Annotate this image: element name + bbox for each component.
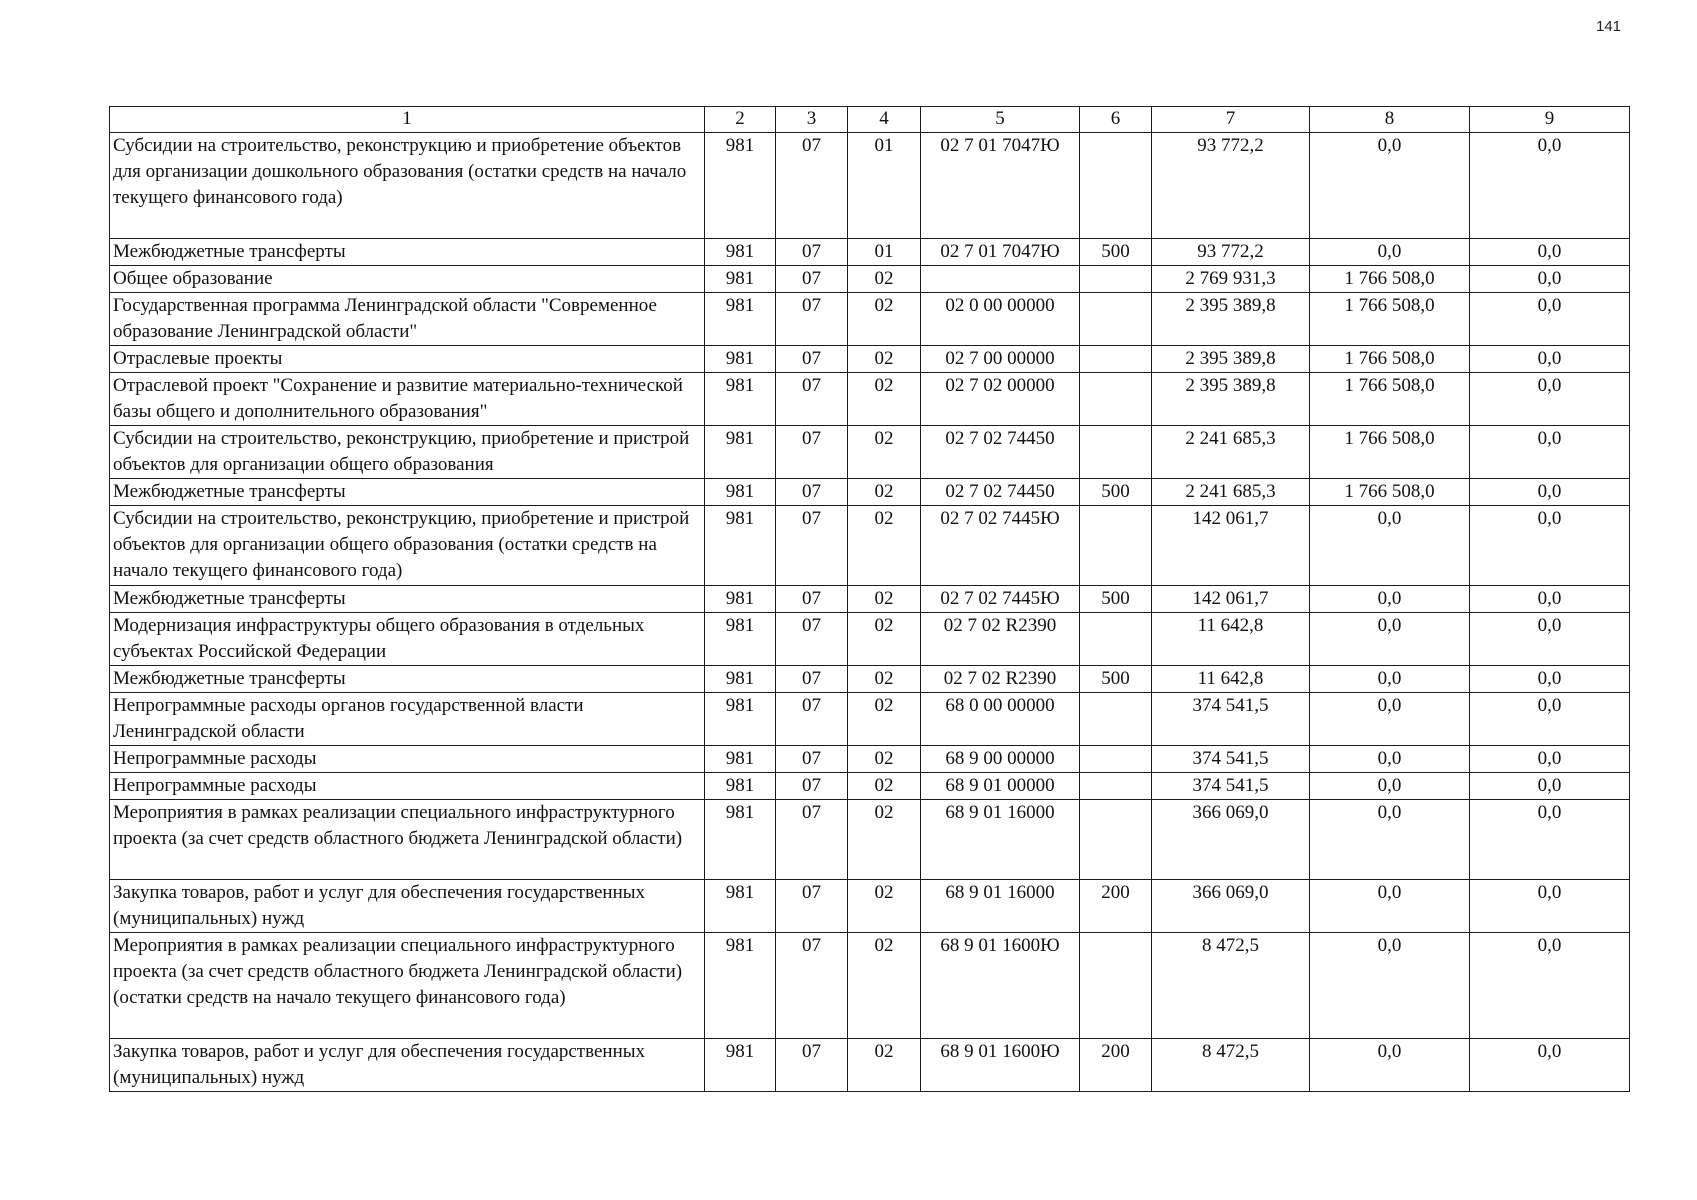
table-row (110, 426, 1630, 479)
col-7-value: 366 069,0 (1152, 880, 1310, 933)
row-name: Субсидии на строительство, реконструкцию, приобретение и пристрой объектов для организации общего образования (остатки средств на начало текущего финансового года) (110, 506, 705, 586)
col-2-value: 981 (705, 426, 776, 479)
col-7-value: 366 069,0 (1152, 800, 1310, 880)
col-6-value (1080, 746, 1152, 773)
table-row (110, 586, 1630, 613)
col-5-value: 02 7 02 7445Ю (921, 506, 1080, 586)
col-4-value: 02 (848, 746, 921, 773)
table-row (110, 773, 1630, 800)
col-6-value (1080, 800, 1152, 880)
col-9-value: 0,0 (1470, 586, 1630, 613)
col-8-value: 0,0 (1310, 133, 1470, 239)
table-row (110, 800, 1630, 880)
col-4-value: 02 (848, 506, 921, 586)
col-8-value: 0,0 (1310, 586, 1470, 613)
col-4-value: 02 (848, 773, 921, 800)
col-6-value (1080, 506, 1152, 586)
col-8-value: 0,0 (1310, 800, 1470, 880)
col-9-value: 0,0 (1470, 426, 1630, 479)
col-9-value: 0,0 (1470, 133, 1630, 239)
table-row (110, 666, 1630, 693)
col-8-value: 0,0 (1310, 239, 1470, 266)
col-5-value: 02 7 02 00000 (921, 373, 1080, 426)
header-row (110, 107, 1630, 133)
col-8-value: 1 766 508,0 (1310, 266, 1470, 293)
col-3-value: 07 (776, 133, 848, 239)
col-3-value: 07 (776, 586, 848, 613)
col-6-value (1080, 266, 1152, 293)
col-8-value: 1 766 508,0 (1310, 426, 1470, 479)
row-name: Непрограммные расходы (110, 773, 705, 800)
row-name: Закупка товаров, работ и услуг для обеспечения государственных (муниципальных) нужд (110, 880, 705, 933)
col-2-value: 981 (705, 666, 776, 693)
col-7-value: 93 772,2 (1152, 133, 1310, 239)
col-5-value: 02 7 00 00000 (921, 346, 1080, 373)
col-6-value (1080, 613, 1152, 666)
col-5-value: 02 7 01 7047Ю (921, 239, 1080, 266)
table-row (110, 266, 1630, 293)
row-name: Отраслевые проекты (110, 346, 705, 373)
table-row (110, 1039, 1630, 1092)
row-name: Субсидии на строительство, реконструкцию и приобретение объектов для организации дошкольного образования (остатки средств на начало текущего финансового года) (110, 133, 705, 239)
col-4-value: 02 (848, 613, 921, 666)
col-2-value: 981 (705, 239, 776, 266)
col-2-value: 981 (705, 373, 776, 426)
column-header: 9 (1470, 107, 1630, 133)
col-8-value: 0,0 (1310, 1039, 1470, 1092)
col-7-value: 2 241 685,3 (1152, 426, 1310, 479)
row-name: Межбюджетные трансферты (110, 239, 705, 266)
col-9-value: 0,0 (1470, 293, 1630, 346)
column-header: 5 (921, 107, 1080, 133)
col-3-value: 07 (776, 746, 848, 773)
table-row (110, 746, 1630, 773)
row-name: Отраслевой проект "Сохранение и развитие материально-технической базы общего и дополнительного образования" (110, 373, 705, 426)
col-9-value: 0,0 (1470, 800, 1630, 880)
col-9-value: 0,0 (1470, 773, 1630, 800)
col-3-value: 07 (776, 266, 848, 293)
column-header: 1 (110, 107, 705, 133)
col-3-value: 07 (776, 239, 848, 266)
col-4-value: 02 (848, 479, 921, 506)
col-6-value (1080, 293, 1152, 346)
col-2-value: 981 (705, 266, 776, 293)
table-row (110, 239, 1630, 266)
table-row (110, 880, 1630, 933)
col-4-value: 02 (848, 693, 921, 746)
col-8-value: 0,0 (1310, 613, 1470, 666)
col-4-value: 02 (848, 426, 921, 479)
col-9-value: 0,0 (1470, 693, 1630, 746)
col-4-value: 01 (848, 133, 921, 239)
col-3-value: 07 (776, 373, 848, 426)
col-4-value: 02 (848, 586, 921, 613)
col-4-value: 02 (848, 933, 921, 1039)
table-row (110, 506, 1630, 586)
col-5-value: 68 9 01 1600Ю (921, 933, 1080, 1039)
col-8-value: 1 766 508,0 (1310, 346, 1470, 373)
col-8-value: 1 766 508,0 (1310, 373, 1470, 426)
col-7-value: 2 395 389,8 (1152, 373, 1310, 426)
row-name: Непрограммные расходы (110, 746, 705, 773)
col-4-value: 02 (848, 666, 921, 693)
row-name: Закупка товаров, работ и услуг для обеспечения государственных (муниципальных) нужд (110, 1039, 705, 1092)
col-8-value: 1 766 508,0 (1310, 293, 1470, 346)
col-9-value: 0,0 (1470, 880, 1630, 933)
table-row (110, 479, 1630, 506)
col-5-value: 68 9 00 00000 (921, 746, 1080, 773)
col-2-value: 981 (705, 693, 776, 746)
col-7-value: 142 061,7 (1152, 586, 1310, 613)
column-header: 2 (705, 107, 776, 133)
col-5-value: 02 7 02 7445Ю (921, 586, 1080, 613)
col-7-value: 8 472,5 (1152, 933, 1310, 1039)
col-6-value (1080, 426, 1152, 479)
col-9-value: 0,0 (1470, 266, 1630, 293)
row-name: Государственная программа Ленинградской области "Современное образование Ленинградской области" (110, 293, 705, 346)
col-2-value: 981 (705, 479, 776, 506)
col-8-value: 0,0 (1310, 506, 1470, 586)
col-3-value: 07 (776, 293, 848, 346)
col-9-value: 0,0 (1470, 479, 1630, 506)
col-5-value: 02 7 02 74450 (921, 479, 1080, 506)
col-5-value: 68 9 01 16000 (921, 800, 1080, 880)
col-5-value: 68 0 00 00000 (921, 693, 1080, 746)
col-7-value: 2 241 685,3 (1152, 479, 1310, 506)
col-4-value: 02 (848, 880, 921, 933)
row-name: Модернизация инфраструктуры общего образования в отдельных субъектах Российской Федерации (110, 613, 705, 666)
col-5-value: 02 0 00 00000 (921, 293, 1080, 346)
col-7-value: 374 541,5 (1152, 693, 1310, 746)
col-6-value (1080, 133, 1152, 239)
col-2-value: 981 (705, 800, 776, 880)
row-name: Непрограммные расходы органов государственной власти Ленинградской области (110, 693, 705, 746)
col-2-value: 981 (705, 346, 776, 373)
col-6-value (1080, 373, 1152, 426)
col-9-value: 0,0 (1470, 506, 1630, 586)
column-header: 4 (848, 107, 921, 133)
col-9-value: 0,0 (1470, 1039, 1630, 1092)
col-8-value: 0,0 (1310, 666, 1470, 693)
col-6-value: 500 (1080, 666, 1152, 693)
col-9-value: 0,0 (1470, 613, 1630, 666)
column-header: 8 (1310, 107, 1470, 133)
col-3-value: 07 (776, 426, 848, 479)
col-6-value (1080, 933, 1152, 1039)
table-row (110, 373, 1630, 426)
col-2-value: 981 (705, 880, 776, 933)
col-3-value: 07 (776, 346, 848, 373)
col-6-value: 500 (1080, 586, 1152, 613)
col-2-value: 981 (705, 773, 776, 800)
col-2-value: 981 (705, 133, 776, 239)
col-3-value: 07 (776, 800, 848, 880)
col-8-value: 0,0 (1310, 773, 1470, 800)
row-name: Межбюджетные трансферты (110, 479, 705, 506)
col-5-value: 68 9 01 00000 (921, 773, 1080, 800)
col-6-value: 500 (1080, 479, 1152, 506)
col-3-value: 07 (776, 1039, 848, 1092)
col-5-value: 02 7 01 7047Ю (921, 133, 1080, 239)
table-row (110, 133, 1630, 239)
table-row (110, 613, 1630, 666)
row-name: Субсидии на строительство, реконструкцию, приобретение и пристрой объектов для организации общего образования (110, 426, 705, 479)
col-6-value (1080, 346, 1152, 373)
col-5-value: 68 9 01 1600Ю (921, 1039, 1080, 1092)
col-8-value: 1 766 508,0 (1310, 479, 1470, 506)
col-4-value: 02 (848, 373, 921, 426)
col-4-value: 02 (848, 800, 921, 880)
col-7-value: 2 769 931,3 (1152, 266, 1310, 293)
col-5-value: 02 7 02 R2390 (921, 613, 1080, 666)
col-2-value: 981 (705, 293, 776, 346)
col-3-value: 07 (776, 773, 848, 800)
col-3-value: 07 (776, 666, 848, 693)
col-7-value: 8 472,5 (1152, 1039, 1310, 1092)
col-9-value: 0,0 (1470, 239, 1630, 266)
col-2-value: 981 (705, 1039, 776, 1092)
col-6-value: 200 (1080, 880, 1152, 933)
col-5-value: 02 7 02 74450 (921, 426, 1080, 479)
column-header: 6 (1080, 107, 1152, 133)
page-number: 141 (1596, 18, 1622, 35)
col-4-value: 01 (848, 239, 921, 266)
col-7-value: 11 642,8 (1152, 613, 1310, 666)
col-6-value: 500 (1080, 239, 1152, 266)
budget-table (109, 106, 1630, 1092)
col-5-value: 68 9 01 16000 (921, 880, 1080, 933)
col-2-value: 981 (705, 933, 776, 1039)
col-3-value: 07 (776, 933, 848, 1039)
col-7-value: 374 541,5 (1152, 773, 1310, 800)
col-4-value: 02 (848, 266, 921, 293)
col-3-value: 07 (776, 479, 848, 506)
row-name: Общее образование (110, 266, 705, 293)
col-6-value (1080, 693, 1152, 746)
col-3-value: 07 (776, 880, 848, 933)
col-4-value: 02 (848, 293, 921, 346)
table-row (110, 293, 1630, 346)
col-2-value: 981 (705, 613, 776, 666)
col-8-value: 0,0 (1310, 693, 1470, 746)
col-7-value: 2 395 389,8 (1152, 293, 1310, 346)
col-3-value: 07 (776, 506, 848, 586)
col-6-value (1080, 773, 1152, 800)
row-name: Мероприятия в рамках реализации специального инфраструктурного проекта (за счет средств областного бюджета Ленинградской области) (остатки средств на начало текущего финансового года) (110, 933, 705, 1039)
table-row (110, 693, 1630, 746)
col-5-value: 02 7 02 R2390 (921, 666, 1080, 693)
col-7-value: 374 541,5 (1152, 746, 1310, 773)
col-9-value: 0,0 (1470, 346, 1630, 373)
row-name: Межбюджетные трансферты (110, 666, 705, 693)
column-header: 3 (776, 107, 848, 133)
col-5-value (921, 266, 1080, 293)
col-2-value: 981 (705, 746, 776, 773)
col-3-value: 07 (776, 693, 848, 746)
col-8-value: 0,0 (1310, 933, 1470, 1039)
col-7-value: 11 642,8 (1152, 666, 1310, 693)
col-2-value: 981 (705, 506, 776, 586)
col-8-value: 0,0 (1310, 746, 1470, 773)
col-4-value: 02 (848, 346, 921, 373)
col-8-value: 0,0 (1310, 880, 1470, 933)
col-7-value: 142 061,7 (1152, 506, 1310, 586)
table-row (110, 346, 1630, 373)
col-4-value: 02 (848, 1039, 921, 1092)
col-6-value: 200 (1080, 1039, 1152, 1092)
table-row (110, 933, 1630, 1039)
col-7-value: 2 395 389,8 (1152, 346, 1310, 373)
row-name: Межбюджетные трансферты (110, 586, 705, 613)
col-9-value: 0,0 (1470, 933, 1630, 1039)
col-2-value: 981 (705, 586, 776, 613)
col-9-value: 0,0 (1470, 746, 1630, 773)
row-name: Мероприятия в рамках реализации специального инфраструктурного проекта (за счет средств областного бюджета Ленинградской области) (110, 800, 705, 880)
col-9-value: 0,0 (1470, 666, 1630, 693)
col-7-value: 93 772,2 (1152, 239, 1310, 266)
col-9-value: 0,0 (1470, 373, 1630, 426)
column-header: 7 (1152, 107, 1310, 133)
col-3-value: 07 (776, 613, 848, 666)
